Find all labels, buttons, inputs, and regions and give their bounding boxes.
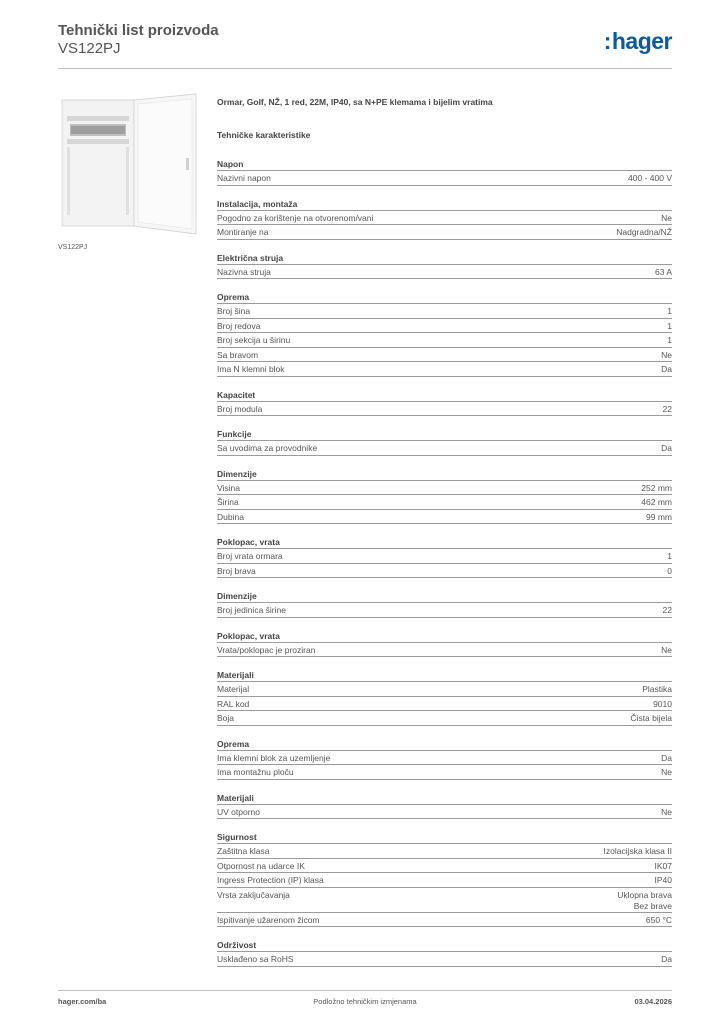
section-title: Funkcije [217,428,672,441]
spec-row [217,805,672,820]
spec-sections [217,158,672,967]
spec-section [217,252,672,280]
spec-row [217,859,672,874]
spec-row [217,348,672,363]
technical-characteristics-heading: Tehničke karakteristike [217,130,311,140]
spec-value: 63 A [654,266,672,277]
spec-row [217,697,672,712]
spec-section [217,630,672,658]
spec-value: Ne [661,349,672,360]
product-code: VS122PJ [58,40,121,57]
page-footer [58,997,672,1009]
spec-value: Ne [661,212,672,223]
spec-value: 252 mm [641,482,672,493]
spec-value-line: Bez brave [633,900,672,911]
spec-value: IP40 [654,875,672,885]
spec-value: 462 mm [641,497,672,507]
spec-row [217,751,672,766]
spec-row [217,564,672,579]
spec-label: Broj vrata ormara [217,551,283,561]
footer-website-link[interactable]: hager.com/ba [58,997,107,1006]
spec-label: Širina [217,497,239,507]
spec-label: Sa uvodima za provodnike [217,443,318,453]
spec-row [217,643,672,658]
section-title: Sigurnost [217,831,672,844]
section-title: Električna struja [217,252,672,265]
spec-label: Ima montažnu ploču [217,767,294,777]
section-title: Instalacija, montaža [217,198,672,211]
spec-value: 1 [667,551,672,561]
spec-row [217,362,672,377]
spec-label: Vrata/poklopac je proziran [217,644,316,655]
footer-date: 03.04.2026 [634,997,672,1006]
logo-colon-icon: : [603,28,611,54]
spec-label: Nazivni napon [217,173,271,183]
spec-label: Broj šina [217,306,251,316]
spec-section [217,831,672,927]
spec-value-line: Uklopna brava [617,889,672,900]
section-title: Materijali [217,792,672,805]
spec-value: Da [661,752,672,763]
spec-section [217,939,672,967]
section-title: Održivost [217,939,672,952]
spec-value: 0 [667,565,672,576]
spec-label: Broj sekcija u širinu [217,335,291,345]
spec-label: Ima N klemni blok [217,364,285,374]
spec-label: Broj brava [217,565,256,576]
spec-row [217,319,672,334]
hager-logo [604,28,672,55]
spec-value: 400 - 400 V [628,173,672,183]
spec-row [217,765,672,780]
section-title: Poklopac, vrata [217,536,672,549]
spec-label: Dubina [217,511,244,522]
spec-section [217,669,672,726]
spec-row [217,952,672,967]
spec-section [217,590,672,618]
spec-label: Boja [217,713,235,723]
footer-divider [58,990,672,991]
spec-row [217,265,672,280]
spec-section [217,158,672,186]
spec-label: Zaštitna klasa [217,846,270,856]
spec-label: Otpornost na udarce IK [217,860,305,871]
spec-section [217,389,672,417]
spec-value: Čista bijela [630,713,672,723]
section-title: Oprema [217,738,672,751]
spec-label: Nazivna struja [217,266,271,277]
spec-label: Ima klemni blok za uzemljenje [217,752,331,763]
spec-label: Materijal [217,684,250,694]
spec-row [217,888,672,913]
spec-value: 1 [667,306,672,316]
spec-section [217,468,672,525]
spec-label: Broj redova [217,320,261,331]
spec-value [617,890,672,912]
spec-label: UV otporno [217,806,260,817]
spec-row [217,873,672,888]
spec-label: Sa bravom [217,349,259,360]
section-title: Kapacitet [217,389,672,402]
spec-label: Pogodno za korištenje na otvorenom/vani [217,212,374,223]
spec-label: Broj modula [217,403,263,414]
spec-row [217,441,672,456]
spec-label: Montiranje na [217,227,269,237]
spec-section [217,738,672,780]
spec-value: Ne [661,767,672,777]
spec-row [217,304,672,319]
page-header [58,22,672,70]
spec-section [217,198,672,240]
spec-section [217,792,672,820]
spec-value: Plastika [642,684,672,694]
spec-row [217,682,672,697]
spec-value: Ne [661,644,672,655]
spec-row [217,171,672,186]
spec-row [217,225,672,240]
page-title: Tehnički list proizvoda [58,22,219,39]
spec-row [217,913,672,928]
spec-value: 22 [662,605,672,615]
section-title: Dimenzije [217,468,672,481]
spec-value: 650 °C [645,914,672,925]
spec-row [217,711,672,726]
product-image [58,92,198,238]
spec-label: Usklađeno sa RoHS [217,954,294,964]
logo-text: hager [611,28,672,54]
product-details [217,97,672,967]
header-divider [58,68,672,69]
spec-value: Izolacijska klasa II [603,846,672,856]
section-title: Oprema [217,291,672,304]
spec-value: 1 [667,335,672,345]
spec-section [217,536,672,578]
spec-row [217,402,672,417]
spec-section [217,428,672,456]
spec-label: Vrsta zaključavanja [217,889,290,900]
spec-value: 22 [662,403,672,414]
spec-row [217,481,672,496]
spec-row [217,549,672,564]
spec-value: IK07 [654,860,672,871]
spec-value: 99 mm [646,511,672,522]
spec-value: Da [661,954,672,964]
spec-row [217,333,672,348]
spec-value: 9010 [653,698,672,709]
spec-row [217,211,672,226]
spec-row [217,495,672,510]
spec-value: Nadgradna/NŽ [616,227,672,237]
spec-label: Ispitivanje užarenom žicom [217,914,320,925]
spec-row [217,603,672,618]
spec-value: 1 [667,320,672,331]
spec-value: Da [661,443,672,453]
spec-row [217,844,672,859]
spec-value: Da [661,364,672,374]
section-title: Dimenzije [217,590,672,603]
spec-section [217,291,672,377]
spec-label: RAL kod [217,698,250,709]
spec-value: Ne [661,806,672,817]
spec-row [217,510,672,525]
section-title: Materijali [217,669,672,682]
spec-label: Visina [217,482,240,493]
section-title: Napon [217,158,672,171]
spec-label: Ingress Protection (IP) klasa [217,875,324,885]
footer-notice: Podložno tehničkim izmjenama [313,997,417,1006]
section-title: Poklopac, vrata [217,630,672,643]
product-description: Ormar, Golf, NŽ, 1 red, 22M, IP40, sa N+PE klemama i bijelim vratima [217,97,493,107]
product-image-caption: VS122PJ [58,244,88,251]
spec-label: Broj jedinica širine [217,605,286,615]
